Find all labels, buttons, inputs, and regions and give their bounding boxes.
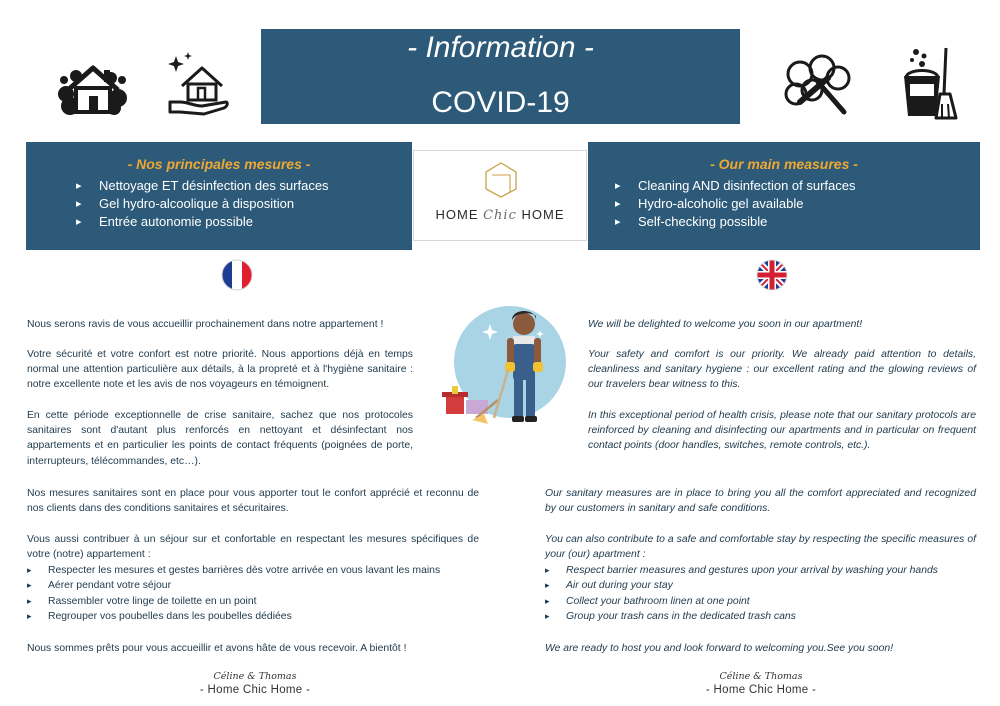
fr-measures-list [27, 563, 440, 625]
header-title: - Information - [407, 31, 594, 64]
en-measures-list [545, 563, 938, 625]
en-list-item: ▸ Respect barrier measures and gestures upon your arrival by washing your hands [545, 563, 938, 578]
fr-paragraph-3: En cette période exceptionnelle de crise sanitaire, sachez que nos protocoles sanitaires sont d'autant plus renforcés en nettoyant et désinfectant nos appartements et en particulier les points de contact fréquents (poignées de porte, interrupteurs, télécommandes, etc…). [27, 410, 413, 467]
measures-fr-band [26, 142, 412, 250]
en-paragraph-2: Your safety and comfort is our priority. We already paid attention to details, cleanliness and sanitary hygiene : our excellent rating and the glowing reviews of our travelers bear witness to this. [588, 349, 976, 391]
measures-fr-item: ▸ Nettoyage ET désinfection des surfaces [76, 177, 329, 195]
logo-word-chic: Chic [483, 208, 517, 223]
measures-en-band [588, 142, 980, 250]
clean-house-hand-icon [166, 50, 232, 116]
measures-en-list [615, 177, 856, 231]
fr-paragraph-5: Vous aussi contribuer à un séjour sur et confortable en respectant les mesures spécifiques de votre (notre) appartement : [27, 534, 479, 561]
measures-en-item: ▸ Cleaning AND disinfection of surfaces [615, 177, 856, 195]
en-list-item: ▸ Air out during your stay [545, 578, 938, 593]
signature-names-fr: Céline & Thomas [213, 671, 297, 682]
en-paragraph-4: Our sanitary measures are in place to bring you all the comfort appreciated and recognized by our customers in sanitary and safe conditions. [545, 488, 976, 515]
signature-brand-en: - Home Chic Home - [705, 684, 817, 696]
en-paragraph-6: We are ready to host you and look forward to welcoming you.See you soon! [545, 643, 894, 654]
measures-fr-item: ▸ Entrée autonomie possible [76, 213, 329, 231]
fr-list-item: ▸ Respecter les mesures et gestes barrières dès votre arrivée en vous lavant les mains [27, 563, 440, 578]
fr-paragraph-2: Votre sécurité et votre confort est notre priorité. Nous apportions déjà en temps normal une attention particulière aux détails, à la propreté et à l'hygiène sanitaire : notre excellente note et les avis de nos voyageurs en témoignent. [27, 349, 413, 391]
en-paragraph-1: We will be delighted to welcome you soon in our apartment! [588, 319, 863, 330]
logo-text [414, 207, 586, 223]
fr-list-item: ▸ Rassembler votre linge de toilette en un point [27, 594, 440, 609]
fr-paragraph-4: Nos mesures sanitaires sont en place pour vous apporter tout le confort apprécié et reconnu de nos clients dans des conditions sanitaires et sécuritaires. [27, 488, 479, 515]
logo-word-home: HOME [521, 207, 565, 222]
fr-list-item: ▸ Regrouper vos poubelles dans les poubelles dédiées [27, 609, 440, 624]
logo-word-home: HOME [435, 207, 479, 222]
measures-en-title: - Our main measures - [710, 156, 858, 172]
header-subtitle: COVID-19 [431, 86, 570, 119]
en-list-item: ▸ Group your trash cans in the dedicated trash cans [545, 609, 938, 624]
en-paragraph-3: In this exceptional period of health crisis, please note that our sanitary protocols are reinforced by cleaning and disinfecting our apartments and in particular on frequent contact points (door handles, switches, remote controls, etc.). [588, 410, 976, 452]
uk-flag-icon [756, 259, 788, 291]
dirty-house-icon [56, 58, 130, 116]
hexagon-logo-icon [482, 161, 520, 199]
fr-paragraph-1: Nous serons ravis de vous accueillir prochainement dans notre appartement ! [27, 319, 384, 330]
bucket-broom-icon [900, 46, 958, 120]
fr-paragraph-6: Nous sommes prêts pour vous accueillir et avons hâte de vous recevoir. A bientôt ! [27, 643, 407, 654]
measures-en-item: ▸ Self-checking possible [615, 213, 856, 231]
signature-brand-fr: - Home Chic Home - [199, 684, 311, 696]
en-paragraph-5: You can also contribute to a safe and comfortable stay by respecting the specific measures of your (our) apartment : [545, 534, 976, 561]
measures-fr-title: - Nos principales mesures - [127, 156, 311, 172]
measures-fr-list [76, 177, 329, 231]
measures-fr-item: ▸ Gel hydro-alcoolique à disposition [76, 195, 329, 213]
measures-en-item: ▸ Hydro-alcoholic gel available [615, 195, 856, 213]
fr-list-item: ▸ Aérer pendant votre séjour [27, 578, 440, 593]
squeegee-bubbles-icon [782, 52, 854, 116]
cleaning-person-illustration [432, 300, 572, 435]
home-chic-home-logo [413, 150, 587, 241]
en-list-item: ▸ Collect your bathroom linen at one point [545, 594, 938, 609]
france-flag-icon [221, 259, 253, 291]
signature-names-en: Céline & Thomas [719, 671, 803, 682]
info-header [261, 29, 740, 124]
